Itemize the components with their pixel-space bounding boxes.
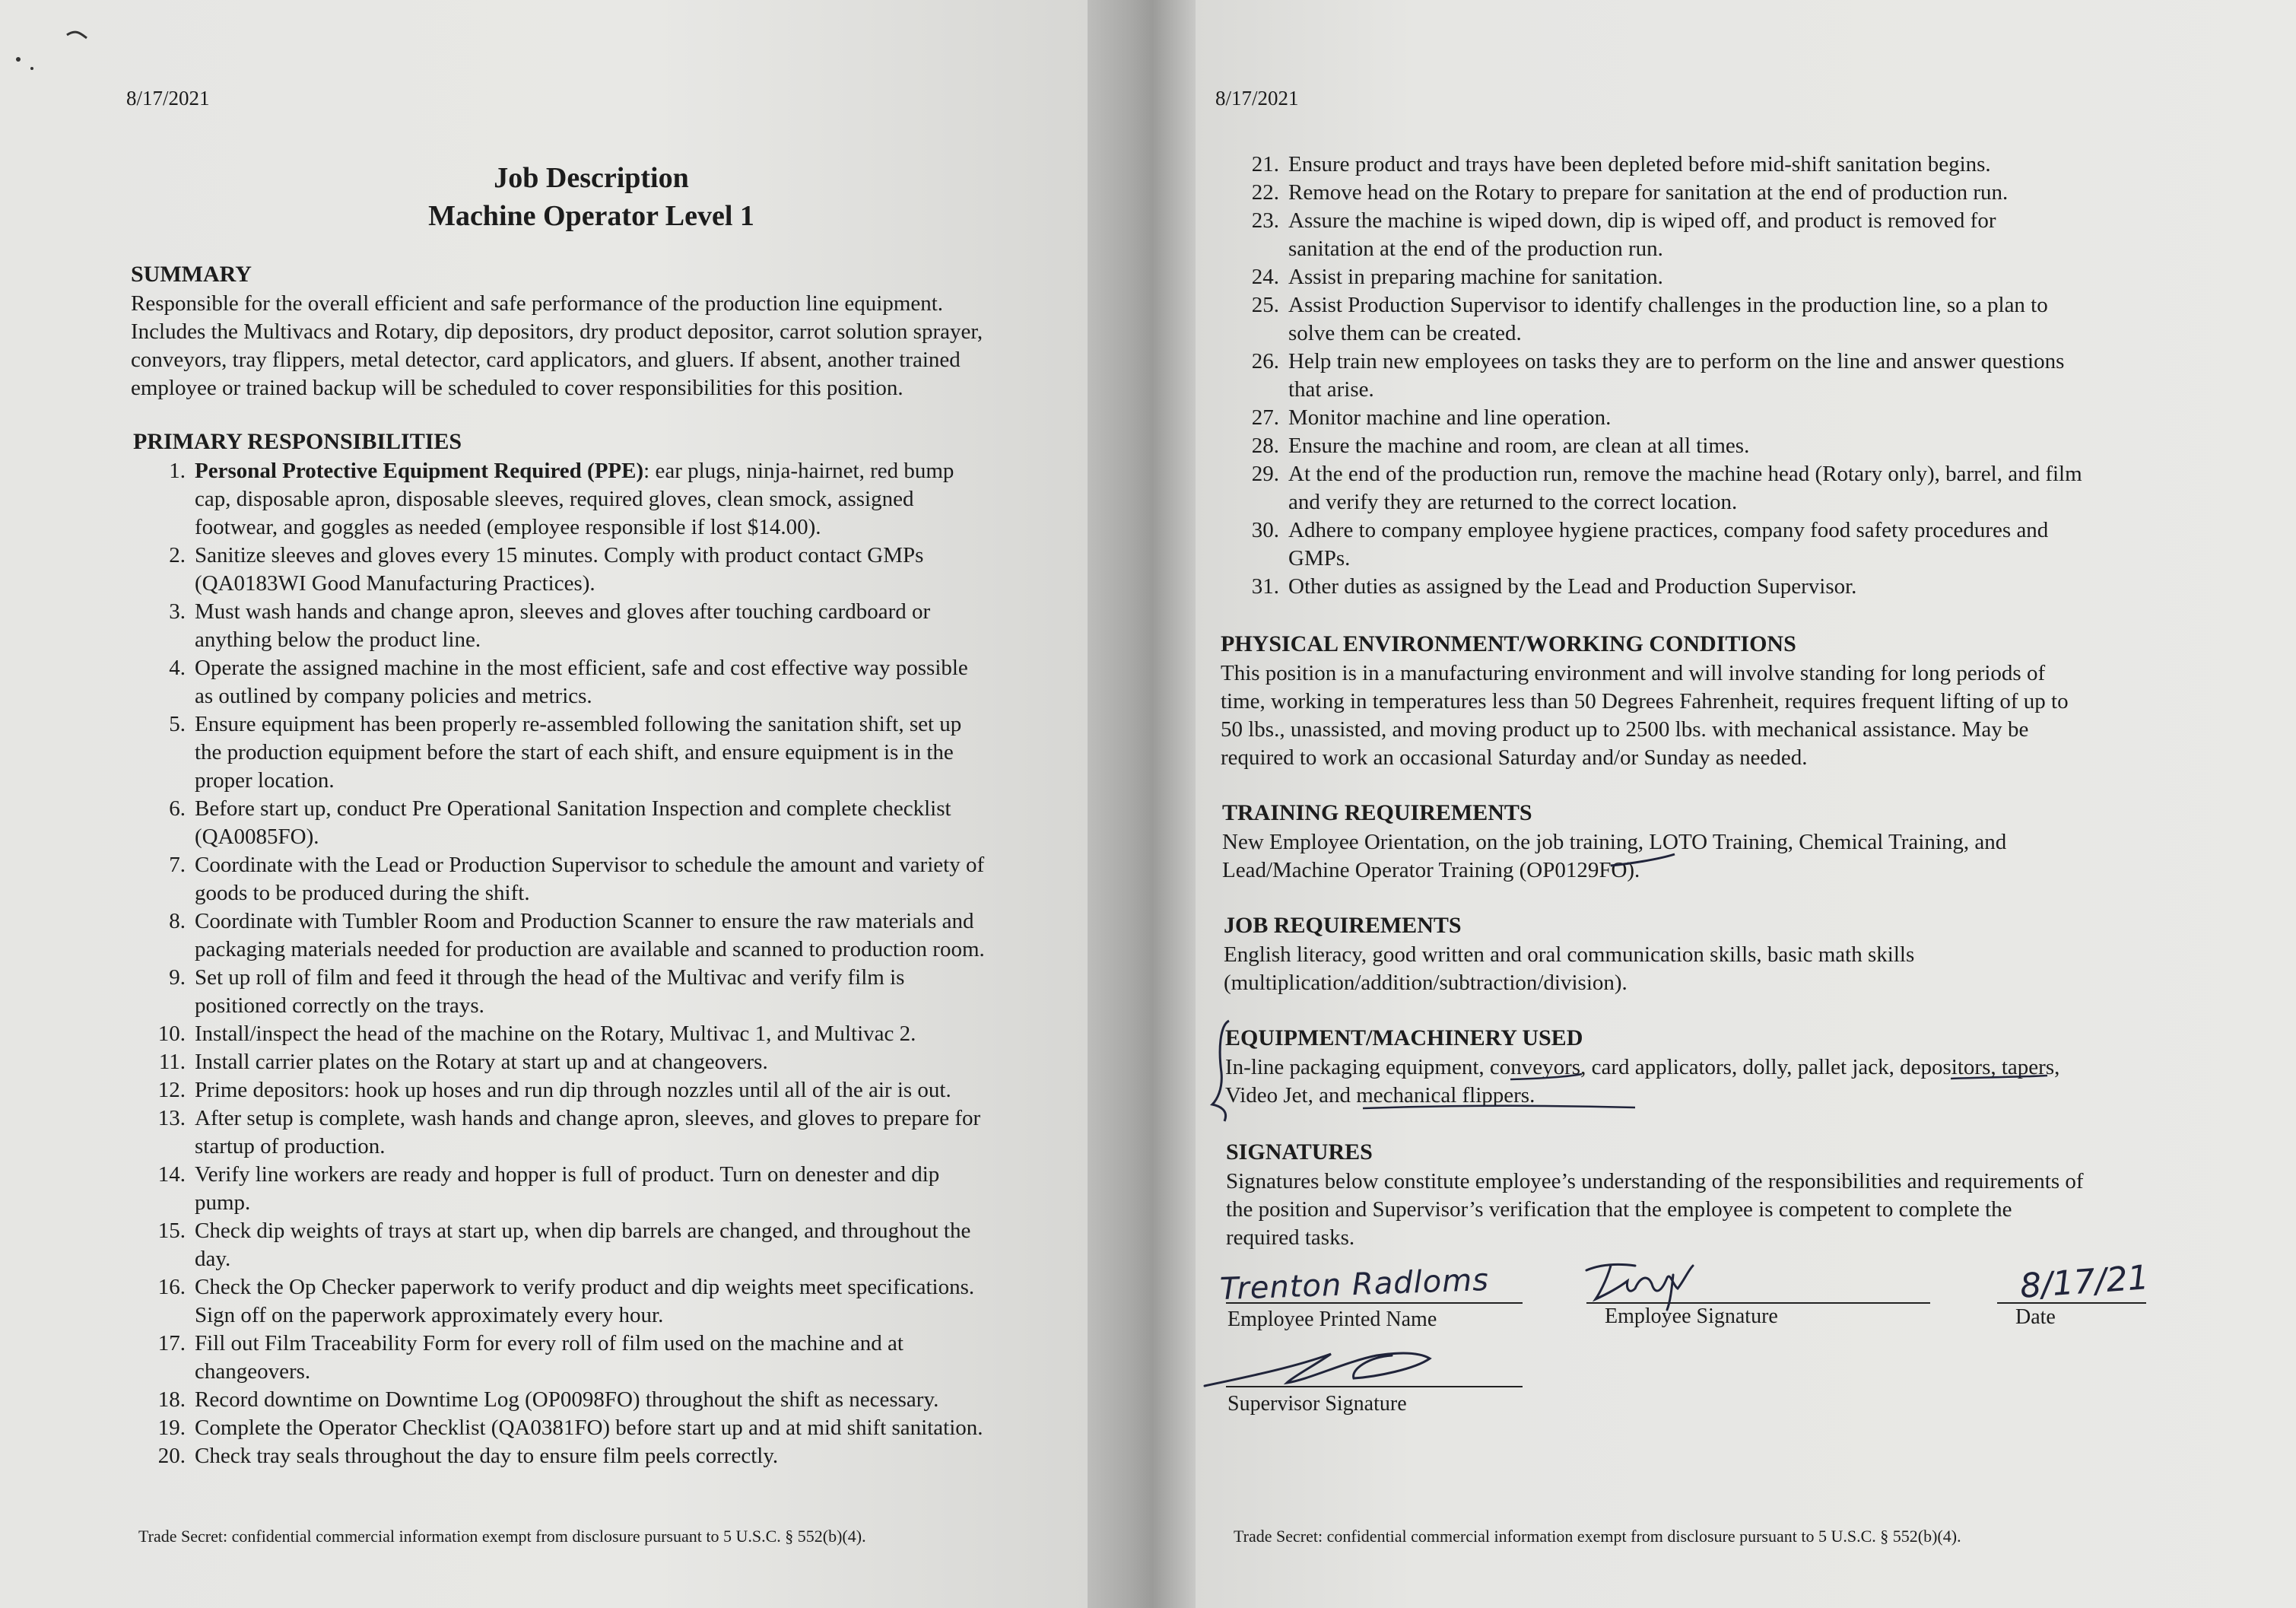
item-text: Adhere to company employee hygiene practices, company food safety procedures and <box>1288 518 2049 542</box>
item-number: 22. <box>1251 180 1279 205</box>
item-number: 7. <box>169 853 186 877</box>
ppe-label: Personal Protective Equipment Required (PPE) <box>195 459 644 483</box>
document-title: Job Description <box>494 162 689 194</box>
signatures-heading: SIGNATURES <box>1226 1139 1373 1165</box>
item-number: 13. <box>157 1106 186 1130</box>
item-text: Install carrier plates on the Rotary at start up and at changeovers. <box>195 1050 768 1074</box>
signatures-line: Signatures below constitute employee’s understanding of the responsibilities and requirements of <box>1226 1169 2084 1193</box>
pen-annotations <box>1202 821 2114 1126</box>
item-text: Coordinate with Tumbler Room and Production Scanner to ensure the raw materials and <box>195 909 974 933</box>
list-item <box>120 1161 1078 1217</box>
list-item <box>120 851 1078 907</box>
item-text: cap, disposable apron, disposable sleeves, required gloves, clean smock, assigned <box>195 487 914 511</box>
list-item <box>120 1076 1078 1104</box>
item-number: 8. <box>169 909 186 933</box>
item-text: (QA0183WI Good Manufacturing Practices). <box>195 571 595 596</box>
summary-line: employee or trained backup will be scheduled to cover responsibilities for this position. <box>131 376 903 400</box>
list-item <box>1214 348 2279 404</box>
equipment-line: In-line packaging equipment, conveyors, card applicators, dolly, pallet jack, depositors, tapers, <box>1225 1055 2060 1079</box>
item-text: day. <box>195 1247 231 1271</box>
summary-text <box>131 290 983 402</box>
item-text: Set up roll of film and feed it through the head of the Multivac and verify film is <box>195 965 905 990</box>
list-item <box>1214 179 2279 207</box>
item-number: 19. <box>157 1416 186 1440</box>
item-text: : ear plugs, ninja-hairnet, red bump <box>643 459 954 483</box>
list-item <box>1214 291 2279 348</box>
summary-line: conveyors, tray flippers, metal detector, card applicators, and gluers. If absent, another trained <box>131 348 961 372</box>
physical-environment-heading: PHYSICAL ENVIRONMENT/WORKING CONDITIONS <box>1221 631 1796 656</box>
right-page-date: 8/17/2021 <box>1215 87 1299 110</box>
item-text: Remove head on the Rotary to prepare for sanitation at the end of production run. <box>1288 180 2009 205</box>
item-number: 26. <box>1251 349 1279 373</box>
item-text: Help train new employees on tasks they are to perform on the line and answer questions <box>1288 349 2065 373</box>
date-label: Date <box>2015 1305 2056 1329</box>
item-number: 17. <box>157 1331 186 1355</box>
item-text: Fill out Film Traceability Form for every roll of film used on the machine and at <box>195 1331 903 1355</box>
item-text: changeovers. <box>195 1359 311 1384</box>
item-text: Check the Op Checker paperwork to verify product and dip weights meet specifications. <box>195 1275 975 1299</box>
signatures-text <box>1226 1168 2084 1252</box>
document-subtitle: Machine Operator Level 1 <box>428 200 754 232</box>
list-item <box>1214 263 2279 291</box>
job-line: (multiplication/addition/subtraction/division). <box>1224 971 1628 995</box>
primary-responsibilities-heading: PRIMARY RESPONSIBILITIES <box>133 429 462 454</box>
responsibilities-list-right <box>1214 151 2279 601</box>
date-line <box>1997 1302 2146 1304</box>
item-text: At the end of the production run, remove the machine head (Rotary only), barrel, and film <box>1288 462 2082 486</box>
page-gutter <box>1088 0 1196 1608</box>
item-number: 31. <box>1251 574 1279 599</box>
item-text: sanitation at the end of the production run. <box>1288 237 1663 261</box>
training-line: Lead/Machine Operator Training (OP0129FO). <box>1222 858 1640 882</box>
item-number: 11. <box>158 1050 186 1074</box>
supervisor-signature-scribble <box>1202 1339 1453 1392</box>
item-number: 23. <box>1251 208 1279 233</box>
equipment-heading: EQUIPMENT/MACHINERY USED <box>1225 1025 1583 1050</box>
handwritten-employee-name: Trenton Radloms <box>1219 1262 1490 1308</box>
item-number: 28. <box>1251 434 1279 458</box>
item-number: 25. <box>1251 293 1279 317</box>
list-item <box>120 1442 1078 1470</box>
list-item <box>120 1330 1078 1386</box>
item-text: Complete the Operator Checklist (QA0381FO) before start up and at mid shift sanitation. <box>195 1416 983 1440</box>
item-text: Coordinate with the Lead or Production Supervisor to schedule the amount and variety of <box>195 853 985 877</box>
item-text: Assist Production Supervisor to identify challenges in the production line, so a plan to <box>1288 293 2048 317</box>
item-number: 14. <box>157 1162 186 1187</box>
item-text: Other duties as assigned by the Lead and Production Supervisor. <box>1288 574 1857 599</box>
item-text: and verify they are returned to the correct location. <box>1288 490 1738 514</box>
item-text: Ensure the machine and room, are clean at all times. <box>1288 434 1750 458</box>
list-item <box>120 654 1078 710</box>
list-item <box>1214 404 2279 432</box>
list-item <box>120 1414 1078 1442</box>
printed-name-label: Employee Printed Name <box>1227 1308 1437 1331</box>
left-footer: Trade Secret: confidential commercial information exempt from disclosure pursuant to 5 U.S.C. § 552(b)(4). <box>138 1527 866 1546</box>
item-number: 9. <box>169 965 186 990</box>
item-text: Operate the assigned machine in the most efficient, safe and cost effective way possible <box>195 656 968 680</box>
list-item <box>120 710 1078 795</box>
item-text: Install/inspect the head of the machine on the Rotary, Multivac 1, and Multivac 2. <box>195 1022 916 1046</box>
item-number: 30. <box>1251 518 1279 542</box>
physical-line: time, working in temperatures less than 50 Degrees Fahrenheit, requires frequent lifting of up to <box>1221 689 2069 713</box>
list-item <box>120 457 1078 542</box>
list-item <box>120 542 1078 598</box>
item-text: Before start up, conduct Pre Operational Sanitation Inspection and complete checklist <box>195 796 951 821</box>
item-text: Ensure product and trays have been depleted before mid-shift sanitation begins. <box>1288 152 1991 176</box>
supervisor-signature-label: Supervisor Signature <box>1227 1392 1407 1416</box>
corner-marks <box>11 23 94 76</box>
training-heading: TRAINING REQUIREMENTS <box>1222 800 1532 825</box>
item-text: proper location. <box>195 768 335 793</box>
right-footer: Trade Secret: confidential commercial information exempt from disclosure pursuant to 5 U.S.C. § 552(b)(4). <box>1234 1527 1961 1546</box>
left-page-date: 8/17/2021 <box>126 87 210 110</box>
summary-line: Responsible for the overall efficient and safe performance of the production line equipment. <box>131 291 944 316</box>
item-text: the production equipment before the start of each shift, and ensure equipment is in the <box>195 740 954 764</box>
item-text: anything below the product line. <box>195 628 481 652</box>
summary-line: Includes the Multivacs and Rotary, dip depositors, dry product depositor, carrot solution sprayer, <box>131 319 983 344</box>
item-text: goods to be produced during the shift. <box>195 881 530 905</box>
item-text: pump. <box>195 1190 251 1215</box>
item-number: 2. <box>169 543 186 567</box>
physical-line: This position is in a manufacturing environment and will involve standing for long periods of <box>1221 661 2046 685</box>
handwritten-date: 8/17/21 <box>2018 1258 2151 1306</box>
physical-line: required to work an occasional Saturday and/or Sunday as needed. <box>1221 745 1808 770</box>
item-text: footwear, and goggles as needed (employee responsible if lost $14.00). <box>195 515 821 539</box>
item-number: 24. <box>1251 265 1279 289</box>
training-line: New Employee Orientation, on the job training, LOTO Training, Chemical Training, and <box>1222 830 2007 854</box>
item-text: Ensure equipment has been properly re-assembled following the sanitation shift, set up <box>195 712 962 736</box>
list-item <box>1214 432 2279 460</box>
item-number: 6. <box>169 796 186 821</box>
signatures-line: the position and Supervisor’s verification that the employee is competent to complete the <box>1226 1197 2012 1222</box>
list-item <box>120 1217 1078 1273</box>
list-item <box>120 1104 1078 1161</box>
physical-environment-text <box>1221 659 2069 772</box>
equipment-line: Video Jet, and mechanical flippers. <box>1225 1083 1535 1107</box>
item-number: 10. <box>157 1022 186 1046</box>
list-item <box>1214 151 2279 179</box>
job-requirements-heading: JOB REQUIREMENTS <box>1224 913 1462 938</box>
item-text: packaging materials needed for production are available and scanned to production room. <box>195 937 985 961</box>
item-text: Must wash hands and change apron, sleeves and gloves after touching cardboard or <box>195 599 931 624</box>
item-text: Verify line workers are ready and hopper is full of product. Turn on denester and dip <box>195 1162 940 1187</box>
item-text: that arise. <box>1288 377 1374 402</box>
item-number: 5. <box>169 712 186 736</box>
item-number: 15. <box>157 1219 186 1243</box>
item-number: 27. <box>1251 405 1279 430</box>
list-item <box>1214 460 2279 516</box>
list-item <box>1214 207 2279 263</box>
list-item <box>120 598 1078 654</box>
item-number: 4. <box>169 656 186 680</box>
item-number: 3. <box>169 599 186 624</box>
list-item <box>1214 573 2279 601</box>
item-text: After setup is complete, wash hands and change apron, sleeves, and gloves to prepare for <box>195 1106 981 1130</box>
item-text: Sign off on the paperwork approximately every hour. <box>195 1303 664 1327</box>
item-text: (QA0085FO). <box>195 825 319 849</box>
employee-signature-scribble <box>1582 1255 1711 1312</box>
item-text: solve them can be created. <box>1288 321 1522 345</box>
item-text: Prime depositors: hook up hoses and run dip through nozzles until all of the air is out. <box>195 1078 951 1102</box>
item-text: as outlined by company policies and metrics. <box>195 684 592 708</box>
item-number: 20. <box>157 1444 186 1468</box>
list-item <box>120 1273 1078 1330</box>
signatures-line: required tasks. <box>1226 1225 1355 1250</box>
employee-signature-label: Employee Signature <box>1605 1305 1778 1328</box>
item-text: positioned correctly on the trays. <box>195 993 484 1018</box>
item-number: 1. <box>169 459 186 483</box>
item-text: Monitor machine and line operation. <box>1288 405 1612 430</box>
job-line: English literacy, good written and oral communication skills, basic math skills <box>1224 942 1915 967</box>
item-number: 18. <box>157 1387 186 1412</box>
item-number: 21. <box>1251 152 1279 176</box>
item-number: 12. <box>157 1078 186 1102</box>
item-text: Check tray seals throughout the day to ensure film peels correctly. <box>195 1444 779 1468</box>
list-item <box>120 907 1078 964</box>
list-item <box>120 795 1078 851</box>
summary-heading: SUMMARY <box>131 262 252 287</box>
item-text: Assure the machine is wiped down, dip is wiped off, and product is removed for <box>1288 208 1996 233</box>
responsibilities-list-left <box>120 457 1078 1470</box>
item-text: Sanitize sleeves and gloves every 15 minutes. Comply with product contact GMPs <box>195 543 924 567</box>
item-text: Assist in preparing machine for sanitation. <box>1288 265 1663 289</box>
item-text: Check dip weights of trays at start up, when dip barrels are changed, and throughout the <box>195 1219 971 1243</box>
physical-line: 50 lbs., unassisted, and moving product up to 2500 lbs. with mechanical assistance. May be <box>1221 717 2029 742</box>
item-text: GMPs. <box>1288 546 1351 570</box>
list-item <box>1214 516 2279 573</box>
item-text: Record downtime on Downtime Log (OP0098FO) throughout the shift as necessary. <box>195 1387 939 1412</box>
item-number: 29. <box>1251 462 1279 486</box>
list-item <box>120 1020 1078 1048</box>
list-item <box>120 964 1078 1020</box>
list-item <box>120 1048 1078 1076</box>
item-text: startup of production. <box>195 1134 386 1158</box>
list-item <box>120 1386 1078 1414</box>
item-number: 16. <box>157 1275 186 1299</box>
